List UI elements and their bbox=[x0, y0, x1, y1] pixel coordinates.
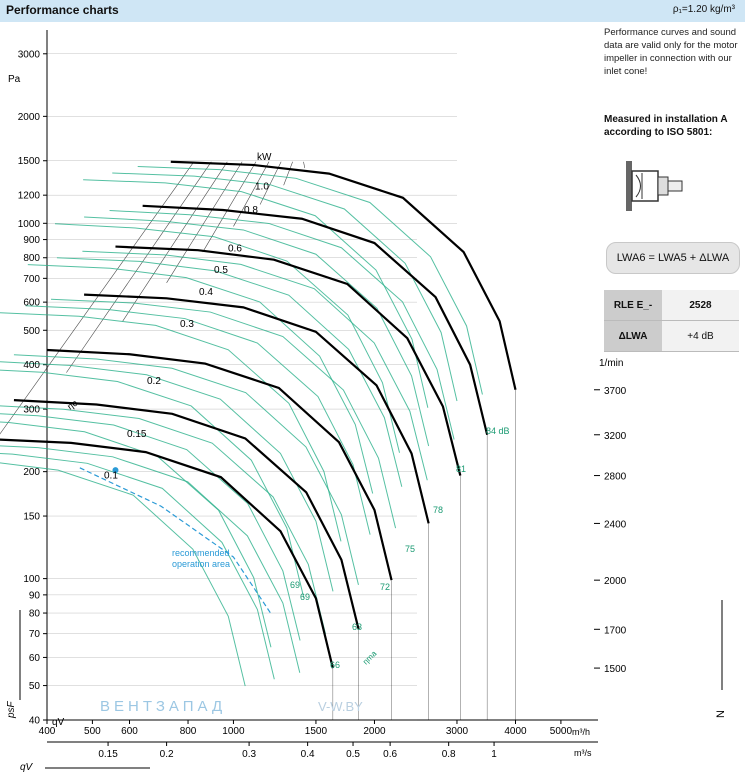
power-efficiency-grid bbox=[0, 162, 516, 720]
y-tick-label: 1200 bbox=[17, 190, 40, 202]
power-label: 0.2 bbox=[147, 375, 161, 387]
x-tick-label: 5000 bbox=[549, 726, 573, 737]
power-label: 0.15 bbox=[127, 429, 147, 441]
y-tick-label: 800 bbox=[23, 253, 40, 265]
speed-label: 2000 bbox=[604, 576, 627, 588]
power-label: 0.4 bbox=[199, 287, 213, 299]
x-tick-m3s-label: 0.15 bbox=[98, 749, 118, 760]
recommended-area-label-2: operation area bbox=[172, 559, 231, 569]
y-tick-label: 700 bbox=[23, 273, 40, 285]
sound-label: 69 bbox=[300, 592, 311, 602]
fan-curve bbox=[47, 350, 392, 580]
sound-label: 72 bbox=[380, 582, 391, 592]
installation-a-icon bbox=[620, 155, 688, 217]
x-axis-title: qV bbox=[52, 717, 65, 728]
x-tick-label: 1500 bbox=[304, 726, 328, 737]
x-tick-m3s-label: 0.6 bbox=[383, 749, 398, 760]
sound-formula: LWA6 = LWA5 + ΔLWA bbox=[606, 242, 740, 274]
sound-label: 84 dB bbox=[486, 426, 510, 436]
table-cell-key: RLE E_- bbox=[604, 290, 662, 321]
speed-label: 2800 bbox=[604, 471, 627, 483]
table-row bbox=[604, 321, 739, 352]
power-label: 0.1 bbox=[104, 470, 118, 482]
power-label: 0.6 bbox=[228, 243, 242, 255]
x-tick-label: 500 bbox=[84, 726, 101, 737]
speed-label: 3700 bbox=[604, 385, 627, 397]
y-tick-label: 90 bbox=[28, 590, 40, 602]
power-label: 0.5 bbox=[214, 264, 228, 276]
power-label: 1.0 bbox=[255, 181, 269, 193]
psf-label: psF bbox=[6, 701, 17, 718]
density-label: ρ₁=1.20 kg/m³ bbox=[672, 4, 735, 15]
page-title: Performance charts bbox=[6, 3, 119, 17]
efficiency-contour bbox=[28, 265, 373, 494]
speed-label: 1700 bbox=[604, 625, 627, 637]
power-label: 0.8 bbox=[244, 205, 258, 217]
x-tick-m3s-label: 0.5 bbox=[346, 749, 360, 760]
x-unit-bottom-label: m³/s bbox=[574, 748, 592, 758]
y-unit-label: Pa bbox=[8, 74, 21, 85]
x-tick-label: 800 bbox=[179, 726, 197, 737]
efficiency-contour bbox=[84, 217, 429, 446]
x-tick-label: 1000 bbox=[222, 726, 245, 737]
y-tick-label: 3000 bbox=[17, 49, 40, 61]
table-cell-key: ΔLWA bbox=[604, 321, 662, 352]
power-line bbox=[304, 162, 305, 168]
y-tick-label: 500 bbox=[23, 325, 40, 337]
y-tick-label: 1500 bbox=[17, 156, 40, 168]
x-tick-label: 600 bbox=[121, 726, 138, 737]
efficiency-contour bbox=[55, 224, 400, 453]
qv-label: qV bbox=[20, 762, 33, 773]
y-tick-label: 900 bbox=[23, 235, 40, 247]
efficiency-contour bbox=[110, 211, 455, 440]
y-tick-label: 40 bbox=[28, 715, 40, 727]
y-tick-label: 400 bbox=[23, 360, 40, 372]
efficiency-contour bbox=[0, 313, 341, 542]
y-tick-label: 150 bbox=[23, 511, 40, 523]
sound-label: 75 bbox=[405, 544, 416, 554]
table-cell-value: +4 dB bbox=[662, 321, 739, 352]
power-unit-label: kW bbox=[257, 152, 272, 163]
sound-label: 66 bbox=[330, 660, 341, 670]
y-tick-label: 60 bbox=[28, 652, 40, 664]
watermark-left: ВЕНТЗАПАД bbox=[100, 698, 227, 715]
y-tick-label: 50 bbox=[28, 681, 40, 693]
y-tick-label: 80 bbox=[28, 608, 40, 620]
y-tick-label: 70 bbox=[28, 629, 40, 641]
table-cell-value: 2528 bbox=[662, 290, 739, 321]
recommended-area-boundary bbox=[80, 468, 271, 613]
power-line bbox=[284, 162, 293, 185]
x-tick-m3s-label: 0.2 bbox=[159, 749, 174, 760]
x-tick-m3s-label: 0.3 bbox=[242, 749, 257, 760]
sound-label: 63 bbox=[352, 622, 363, 632]
speed-unit-label: 1/min bbox=[599, 358, 624, 369]
speed-label: 2400 bbox=[604, 519, 627, 531]
fan-curve bbox=[143, 206, 488, 435]
x-tick-label: 2000 bbox=[363, 726, 386, 737]
watermark-right: V-W.BY bbox=[318, 699, 363, 714]
fan-curve bbox=[115, 247, 460, 476]
x-tick-label: 4000 bbox=[504, 726, 527, 737]
table-row bbox=[604, 290, 739, 321]
x-tick-label: 400 bbox=[38, 726, 56, 737]
x-unit-top-label: m³/h bbox=[572, 727, 590, 737]
measurement-note: Measured in installation A according to ISO 5801: bbox=[604, 114, 728, 138]
x-tick-m3s-label: 0.4 bbox=[300, 749, 315, 760]
recommended-area-label-1: recommended bbox=[172, 548, 230, 558]
header-bar bbox=[0, 0, 745, 22]
x-tick-m3s-label: 1 bbox=[491, 749, 497, 760]
validity-note: Performance curves and sound data are valid only for the motor impeller in connection with our inlet cone! bbox=[604, 27, 738, 77]
y-tick-label: 100 bbox=[23, 574, 40, 586]
y-tick-label: 300 bbox=[23, 404, 40, 416]
efficiency-contour bbox=[0, 405, 326, 634]
efficiency-annotation: ηe bbox=[65, 397, 80, 412]
efficiency-contour bbox=[0, 444, 300, 673]
x-tick-label: 3000 bbox=[445, 726, 469, 737]
y-tick-label: 1000 bbox=[17, 218, 40, 230]
speed-label: 3200 bbox=[604, 430, 627, 442]
efficiency-contour bbox=[0, 450, 274, 679]
sound-label: 81 bbox=[456, 464, 467, 474]
sound-label: 78 bbox=[433, 505, 444, 515]
sound-table bbox=[604, 290, 739, 352]
north-label: N bbox=[715, 710, 727, 718]
power-label: 0.3 bbox=[180, 319, 194, 331]
x-tick-m3s-label: 0.8 bbox=[441, 749, 456, 760]
y-tick-label: 200 bbox=[23, 467, 40, 479]
sound-annotation: ηma bbox=[361, 649, 379, 667]
efficiency-contour bbox=[0, 457, 245, 686]
y-tick-label: 2000 bbox=[17, 111, 40, 123]
sound-label: 69 bbox=[290, 580, 301, 590]
efficiency-contour bbox=[0, 361, 333, 591]
y-tick-label: 600 bbox=[23, 297, 40, 309]
speed-label: 1500 bbox=[604, 664, 627, 676]
